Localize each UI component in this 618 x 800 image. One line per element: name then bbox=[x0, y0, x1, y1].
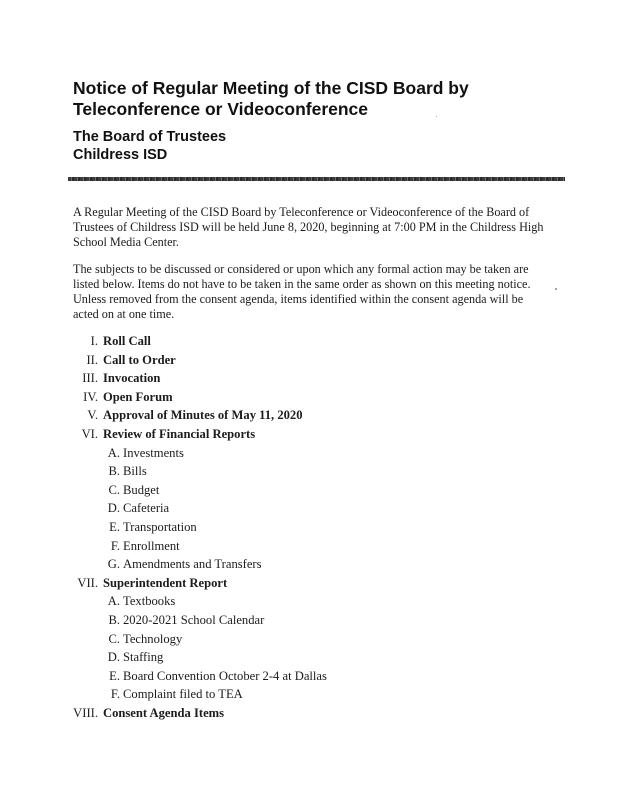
agenda-item bbox=[0, 351, 618, 370]
agenda-subitem-letter: F. bbox=[110, 687, 120, 702]
agenda-subitem-title: 2020-2021 School Calendar bbox=[123, 612, 265, 627]
agenda-item-title: Review of Financial Reports bbox=[103, 426, 256, 441]
agenda-item-title: Invocation bbox=[103, 371, 161, 386]
agenda-item-title: Roll Call bbox=[103, 334, 151, 348]
document-title: Notice of Regular Meeting of the CISD Board by Teleconference or Videoconference bbox=[73, 78, 469, 119]
agenda-item-number: IV. bbox=[83, 389, 98, 404]
agenda-subitem-letter: A. bbox=[107, 594, 120, 609]
agenda-item-number: III. bbox=[82, 371, 98, 386]
agenda-item-number: II. bbox=[86, 352, 98, 367]
agenda-subitem bbox=[0, 685, 618, 704]
agenda-item-title: Superintendent Report bbox=[103, 575, 228, 590]
agenda-subitem-letter: D. bbox=[107, 501, 120, 516]
agenda-subitem-title: Transportation bbox=[123, 519, 197, 534]
agenda-subitem bbox=[0, 462, 618, 481]
agenda-subitem bbox=[0, 518, 618, 537]
agenda-item-title: Approval of Minutes of May 11, 2020 bbox=[103, 408, 303, 423]
agenda-subitem-title: Enrollment bbox=[123, 538, 180, 553]
meeting-announcement-paragraph: A Regular Meeting of the CISD Board by Teleconference or Videoconference of the Board of Trustees of Childress ISD will be held June 8, 2020, beginning at 7:00 PM in the Childress High School Media Center. bbox=[73, 205, 544, 249]
agenda-item-number: VII. bbox=[77, 575, 98, 590]
agenda-subitem-letter: G. bbox=[107, 557, 120, 572]
agenda-item bbox=[0, 332, 618, 351]
agenda-subitem-letter: C. bbox=[108, 482, 120, 497]
board-name: The Board of Trustees bbox=[73, 129, 227, 145]
header-divider bbox=[68, 177, 565, 181]
agenda-subitem-title: Complaint filed to TEA bbox=[123, 687, 243, 702]
agenda-subitem-letter: E. bbox=[109, 668, 120, 683]
agenda-item bbox=[0, 425, 618, 444]
agenda-subitem bbox=[0, 537, 618, 556]
agenda-item bbox=[0, 369, 618, 388]
agenda-subitem bbox=[0, 481, 618, 500]
agenda-item bbox=[0, 704, 618, 723]
agenda-subitem-letter: D. bbox=[107, 650, 120, 665]
agenda-item-title: Call to Order bbox=[103, 352, 176, 367]
agenda-list bbox=[0, 332, 618, 722]
agenda-instructions-paragraph: The subjects to be discussed or considered or upon which any formal action may be taken are listed below. Items do not have to be taken in the same order as shown on this meeting notice. Unless removed from the consent agenda, items identified within the consent agenda will be acted on at one time. bbox=[73, 262, 531, 321]
agenda-subitem-title: Technology bbox=[123, 631, 183, 646]
agenda-subitem bbox=[0, 444, 618, 463]
agenda-subitem-title: Staffing bbox=[123, 650, 164, 665]
agenda-subitem-title: Bills bbox=[123, 464, 147, 479]
agenda-subitem-title: Investments bbox=[123, 445, 184, 460]
agenda-subitem bbox=[0, 667, 618, 686]
agenda-item-number: I. bbox=[90, 334, 98, 348]
agenda-subitem-title: Amendments and Transfers bbox=[123, 557, 262, 572]
agenda-subitem-letter: B. bbox=[108, 464, 120, 479]
agenda-subitem-letter: C. bbox=[108, 631, 120, 646]
agenda-item-number: VIII. bbox=[73, 705, 98, 720]
agenda-subitem-title: Board Convention October 2-4 at Dallas bbox=[123, 668, 327, 683]
agenda-item bbox=[0, 388, 618, 407]
agenda-subitem bbox=[0, 555, 618, 574]
agenda-item-number: VI. bbox=[81, 426, 98, 441]
agenda-subitem-letter: B. bbox=[108, 612, 120, 627]
agenda-item bbox=[0, 574, 618, 593]
scan-speck bbox=[555, 288, 557, 290]
agenda-item-title: Open Forum bbox=[103, 389, 173, 404]
agenda-subitem bbox=[0, 630, 618, 649]
agenda-subitem-letter: A. bbox=[107, 445, 120, 460]
agenda-subitem bbox=[0, 648, 618, 667]
agenda-subitem-title: Budget bbox=[123, 482, 160, 497]
agenda-subitem bbox=[0, 592, 618, 611]
document-subtitle bbox=[73, 128, 226, 164]
agenda-subitem-letter: F. bbox=[110, 538, 120, 553]
scan-speck bbox=[436, 116, 437, 117]
district-name: Childress ISD bbox=[73, 147, 168, 163]
agenda-subitem-title: Cafeteria bbox=[123, 501, 170, 516]
agenda-subitem-letter: E. bbox=[109, 519, 120, 534]
agenda-subitem bbox=[0, 499, 618, 518]
agenda-item bbox=[0, 406, 618, 425]
agenda-subitem bbox=[0, 611, 618, 630]
agenda-item-number: V. bbox=[87, 408, 98, 423]
agenda-subitem-title: Textbooks bbox=[123, 594, 176, 609]
agenda-item-title: Consent Agenda Items bbox=[103, 705, 225, 720]
